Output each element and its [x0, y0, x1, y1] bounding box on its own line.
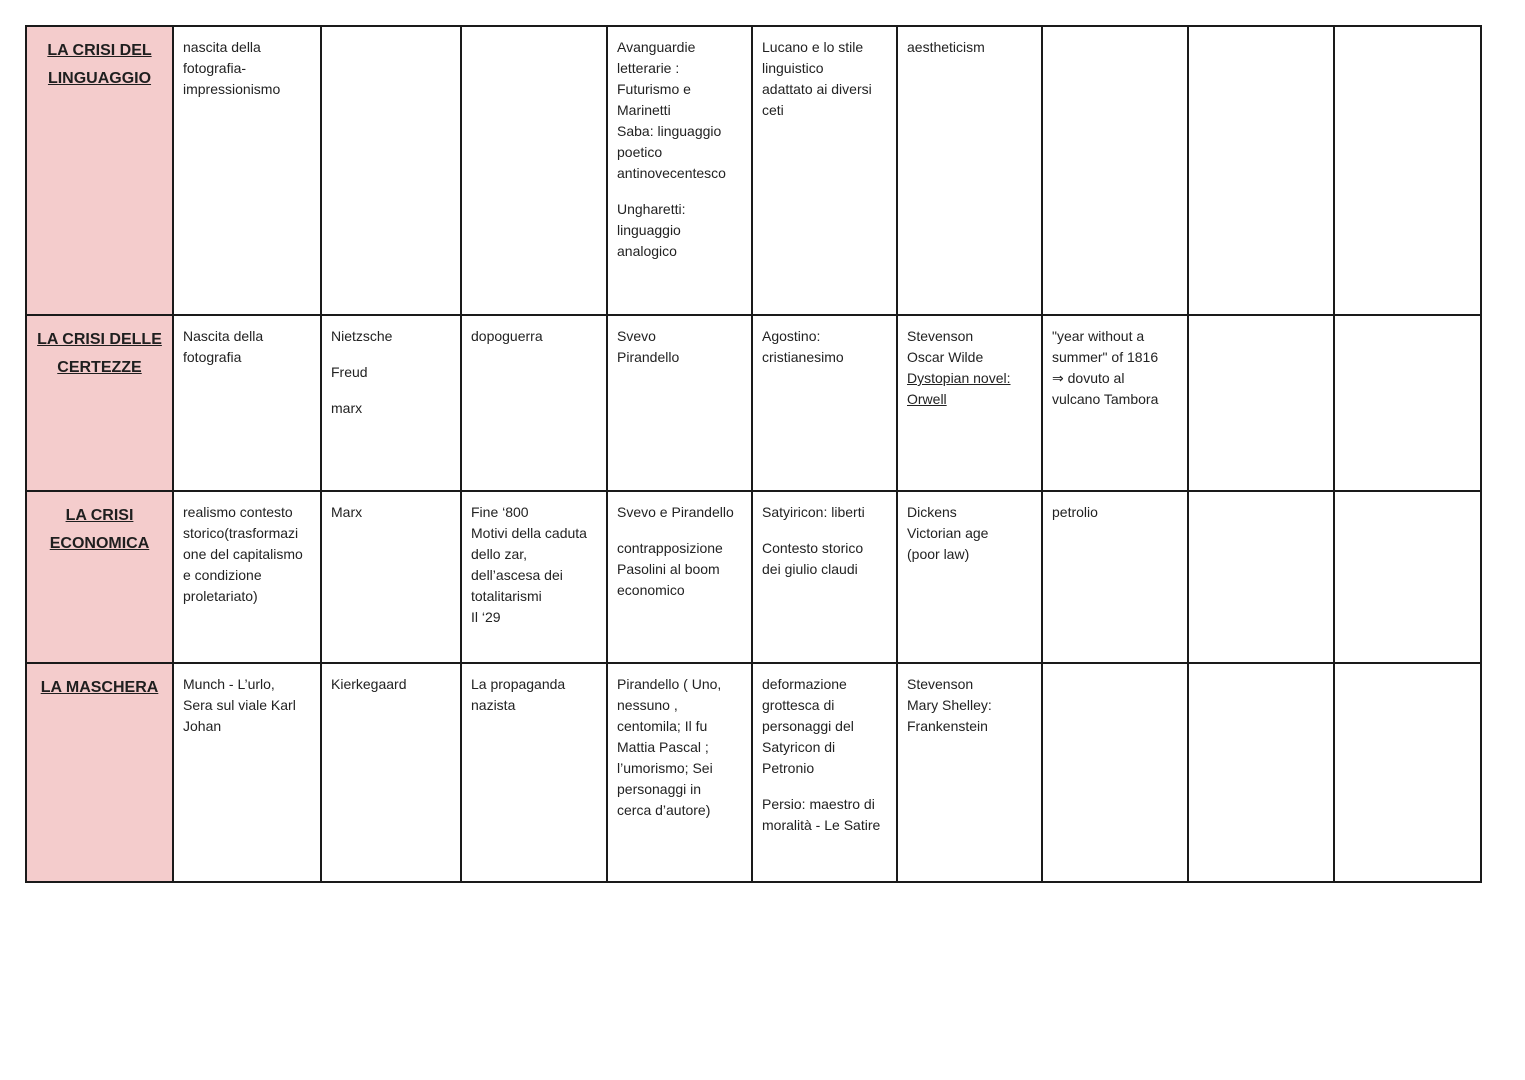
cell-text-line: Satyricon di: [762, 739, 836, 755]
table-cell: [897, 663, 1042, 882]
cell-spacer: [617, 184, 743, 199]
cell-text-line: antinovecentesco: [617, 165, 726, 181]
cell-text-line: Fine ‘800: [471, 504, 529, 520]
table-cell: [897, 491, 1042, 663]
table-cell: [1188, 26, 1334, 315]
cell-text-line: nascita della: [183, 39, 261, 55]
cell-text-line: Stevenson: [907, 676, 974, 692]
table-row: [26, 663, 1481, 882]
cell-text-line: letterarie :: [617, 60, 680, 76]
cell-text-line: Agostino:: [762, 328, 821, 344]
table-cell: [897, 26, 1042, 315]
cell-text-line: "year without a: [1052, 328, 1145, 344]
table-cell: [1334, 315, 1481, 491]
cell-text-line: analogico: [617, 243, 677, 259]
table-cell: [607, 315, 752, 491]
cell-text-line: Svevo: [617, 328, 656, 344]
table-cell: [752, 663, 897, 882]
cell-text-line: Marx: [331, 504, 363, 520]
cell-text-line: ⇒ dovuto al: [1052, 370, 1125, 386]
table-cell: [461, 26, 607, 315]
cell-spacer: [762, 779, 888, 794]
table-cell: [1188, 663, 1334, 882]
cell-text-line: vulcano Tambora: [1052, 391, 1159, 407]
table-cell: [607, 663, 752, 882]
table-cell: [1042, 315, 1188, 491]
cell-text-line: moralità - Le Satire: [762, 817, 881, 833]
cell-text-line: l’umorismo; Sei: [617, 760, 713, 776]
cell-text-line: summer" of 1816: [1052, 349, 1159, 365]
cell-text-line: (poor law): [907, 546, 970, 562]
table-cell: [607, 491, 752, 663]
cell-text-line: La propaganda: [471, 676, 566, 692]
table-cell: [1334, 26, 1481, 315]
topic-table: [25, 25, 1482, 883]
cell-text-line: personaggi in: [617, 781, 702, 797]
cell-text-line: grottesca di: [762, 697, 835, 713]
cell-text-line: Frankenstein: [907, 718, 988, 734]
table-cell: [607, 26, 752, 315]
cell-text-line: Futurismo e: [617, 81, 691, 97]
cell-text-line: proletariato): [183, 588, 258, 604]
cell-text-line: personaggi del: [762, 718, 854, 734]
table-cell: [1042, 491, 1188, 663]
cell-text-line: storico(trasformazi: [183, 525, 299, 541]
cell-text-line: Orwell: [907, 391, 947, 407]
row-header-title: LA CRISI ECONOMICA: [49, 507, 150, 552]
cell-text-line: aestheticism: [907, 39, 985, 55]
cell-text-line: Pasolini al boom: [617, 561, 720, 577]
cell-text-line: Pirandello ( Uno,: [617, 676, 722, 692]
cell-text-line: Pirandello: [617, 349, 680, 365]
cell-spacer: [617, 523, 743, 538]
cell-text-line: Svevo e Pirandello: [617, 504, 734, 520]
table-cell: [321, 663, 461, 882]
table-cell: [1334, 491, 1481, 663]
table-row: [26, 491, 1481, 663]
cell-text-line: ceti: [762, 102, 784, 118]
cell-text-line: one del capitalismo: [183, 546, 303, 562]
cell-text-line: centomila; Il fu: [617, 718, 708, 734]
table-body: [26, 26, 1481, 882]
cell-text-line: petrolio: [1052, 504, 1098, 520]
cell-text-line: impressionismo: [183, 81, 281, 97]
cell-text-line: Motivi della caduta: [471, 525, 587, 541]
cell-text-line: Il ‘29: [471, 609, 501, 625]
cell-text-line: Saba: linguaggio: [617, 123, 722, 139]
cell-text-line: Mary Shelley:: [907, 697, 992, 713]
cell-spacer: [331, 383, 452, 398]
table-cell: [173, 663, 321, 882]
cell-text-line: nazista: [471, 697, 516, 713]
cell-text-line: cerca d’autore): [617, 802, 711, 818]
cell-text-line: Avanguardie: [617, 39, 696, 55]
cell-text-line: fotografia-: [183, 60, 247, 76]
table-row: [26, 315, 1481, 491]
cell-text-line: economico: [617, 582, 685, 598]
table-cell: [321, 491, 461, 663]
cell-text-line: Ungharetti:: [617, 201, 686, 217]
cell-text-line: deformazione: [762, 676, 847, 692]
cell-spacer: [762, 523, 888, 538]
cell-text-line: Lucano e lo stile: [762, 39, 864, 55]
cell-text-line: adattato ai diversi: [762, 81, 872, 97]
cell-text-line: Satyiricon: liberti: [762, 504, 865, 520]
cell-text-line: dopoguerra: [471, 328, 543, 344]
table-cell: [1042, 26, 1188, 315]
table-cell: [461, 663, 607, 882]
cell-text-line: totalitarismi: [471, 588, 542, 604]
cell-text-line: contrapposizione: [617, 540, 723, 556]
table-cell: [752, 491, 897, 663]
row-header-cell: [26, 26, 173, 315]
table-cell: [752, 26, 897, 315]
cell-text-line: Kierkegaard: [331, 676, 407, 692]
table-cell: [173, 491, 321, 663]
table-cell: [461, 315, 607, 491]
table-cell: [321, 315, 461, 491]
cell-text-line: Stevenson: [907, 328, 974, 344]
cell-text-line: Persio: maestro di: [762, 796, 875, 812]
cell-text-line: fotografia: [183, 349, 242, 365]
cell-spacer: [331, 347, 452, 362]
cell-text-line: linguistico: [762, 60, 824, 76]
table-cell: [1042, 663, 1188, 882]
cell-text-line: Dystopian novel:: [907, 370, 1011, 386]
cell-text-line: Dickens: [907, 504, 957, 520]
cell-text-line: nessuno ,: [617, 697, 678, 713]
cell-text-line: Nascita della: [183, 328, 264, 344]
cell-text-line: Petronio: [762, 760, 815, 776]
cell-text-line: Sera sul viale Karl: [183, 697, 296, 713]
cell-text-line: dei giulio claudi: [762, 561, 858, 577]
cell-text-line: Oscar Wilde: [907, 349, 984, 365]
row-header-cell: [26, 663, 173, 882]
cell-text-line: Contesto storico: [762, 540, 864, 556]
table-cell: [1188, 491, 1334, 663]
cell-text-line: cristianesimo: [762, 349, 844, 365]
cell-text-line: realismo contesto: [183, 504, 293, 520]
table-cell: [461, 491, 607, 663]
table-cell: [1334, 663, 1481, 882]
table-cell: [1188, 315, 1334, 491]
row-header-title: LA CRISI DELLE CERTEZZE: [37, 331, 162, 376]
cell-text-line: Johan: [183, 718, 222, 734]
cell-text-line: dello zar,: [471, 546, 528, 562]
cell-text-line: Victorian age: [907, 525, 989, 541]
row-header-cell: [26, 491, 173, 663]
row-header-title: LA CRISI DEL LINGUAGGIO: [47, 42, 152, 87]
cell-text-line: Mattia Pascal ;: [617, 739, 709, 755]
cell-text-line: dell’ascesa dei: [471, 567, 563, 583]
cell-text-line: poetico: [617, 144, 663, 160]
cell-text-line: e condizione: [183, 567, 262, 583]
cell-text-line: linguaggio: [617, 222, 681, 238]
table-cell: [897, 315, 1042, 491]
row-header-title: LA MASCHERA: [40, 679, 159, 696]
table-cell: [173, 315, 321, 491]
table-cell: [321, 26, 461, 315]
cell-text-line: Freud: [331, 364, 368, 380]
cell-text-line: Munch - L’urlo,: [183, 676, 275, 692]
table-row: [26, 26, 1481, 315]
table-cell: [173, 26, 321, 315]
cell-text-line: Marinetti: [617, 102, 671, 118]
cell-text-line: marx: [331, 400, 363, 416]
row-header-cell: [26, 315, 173, 491]
table-cell: [752, 315, 897, 491]
cell-text-line: Nietzsche: [331, 328, 393, 344]
